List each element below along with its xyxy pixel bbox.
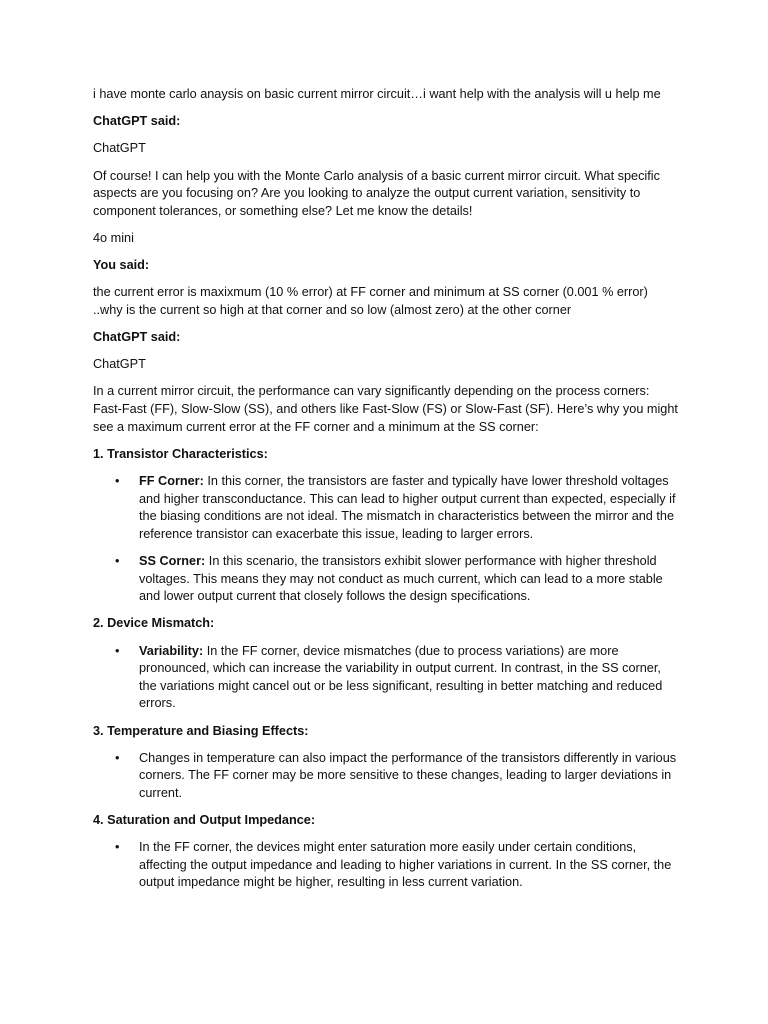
assistant-name: ChatGPT	[93, 357, 146, 372]
bullet-icon: •	[115, 643, 120, 658]
document-page	[93, 86, 681, 902]
speaker-label: ChatGPT said:	[93, 114, 181, 129]
section-heading: 2. Device Mismatch:	[93, 616, 215, 631]
model-name: 4o mini	[93, 230, 134, 245]
item-text: In this corner, the transistors are faster and typically have lower threshold voltages and higher transconductance. This can lead to higher output current than expected, especially if the biasing conditions are not ideal. The mismatch in characteristics between the mirror and the reference transistor can exacerbate this issue, leading to larger errors.	[139, 474, 676, 541]
list-item	[93, 553, 681, 606]
list-item	[93, 750, 681, 803]
section-heading: 3. Temperature and Biasing Effects:	[93, 723, 309, 738]
bullet-icon: •	[115, 840, 120, 855]
section-heading: 4. Saturation and Output Impedance:	[93, 813, 316, 828]
list-item	[93, 643, 681, 713]
speaker-label: You said:	[93, 258, 150, 273]
bullet-list	[93, 643, 681, 713]
item-text: Changes in temperature can also impact the performance of the transistors differently in various corners. The FF corner may be more sensitive to these changes, leading to larger deviations in current.	[139, 750, 677, 800]
item-lead: SS Corner:	[139, 554, 206, 568]
assistant-intro: In a current mirror circuit, the performance can vary significantly depending on the process corners: Fast-Fast (FF), Slow-Slow (SS), and others like Fast-Slow (FS) or Slow-Fast (SF). Here’s why you might see a maximum current error at the FF corner and a minimum at the SS corner:	[93, 384, 678, 434]
bullet-list	[93, 473, 681, 606]
user-message: i have monte carlo anaysis on basic current mirror circuit…i want help with the analysis will u help me	[93, 87, 661, 101]
item-text: In this scenario, the transistors exhibit slower performance with higher threshold voltages. This means they may not conduct as much current, which can lead to a more stable and lower output current that closely follows the design specifications.	[139, 554, 663, 604]
list-item	[93, 839, 681, 892]
list-item	[93, 473, 681, 543]
item-text: In the FF corner, the devices might enter saturation more easily under certain conditions, affecting the output impedance and leading to higher variations in current. In the SS corner, the output impedance might be higher, resulting in less current variation.	[139, 840, 672, 890]
bullet-list	[93, 750, 681, 803]
item-lead: Variability:	[139, 643, 204, 658]
speaker-label: ChatGPT said:	[93, 330, 181, 345]
bullet-icon: •	[115, 750, 120, 765]
user-message: the current error is maxixmum (10 % error) at FF corner and minimum at SS corner (0.001 % error) ..why is the current so high at that corner and so low (almost zero) at the other corner	[93, 285, 648, 317]
bullet-icon: •	[115, 474, 120, 489]
bullet-list	[93, 839, 681, 892]
assistant-reply: Of course! I can help you with the Monte Carlo analysis of a basic current mirror circuit. What specific aspects are you focusing on? Are you looking to analyze the output current variation, sensitivity to component tolerances, or something else? Let me know the details!	[93, 168, 660, 218]
item-lead: FF Corner:	[139, 474, 204, 489]
section-heading: 1. Transistor Characteristics:	[93, 446, 268, 461]
item-text: In the FF corner, device mismatches (due to process variations) are more pronounced, which can increase the variability in output current. In contrast, in the SS corner, the variations might cancel out or be less significant, resulting in better matching and reduced errors.	[139, 643, 663, 711]
assistant-name: ChatGPT	[93, 141, 146, 156]
bullet-icon: •	[115, 554, 120, 568]
